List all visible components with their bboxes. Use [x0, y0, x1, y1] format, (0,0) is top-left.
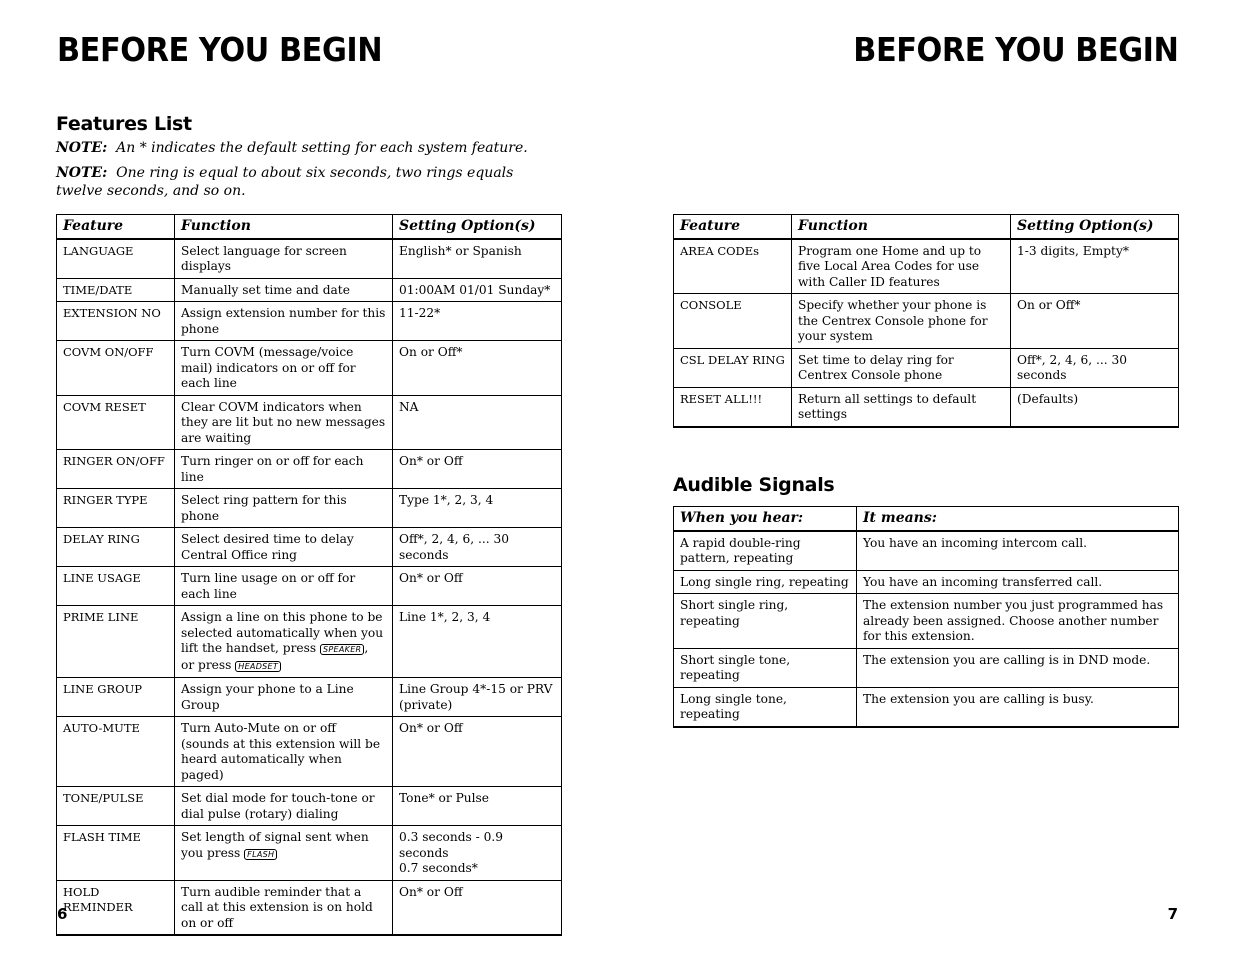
- table-row: [674, 570, 1179, 594]
- table-row: [57, 528, 562, 567]
- setting-cell: On or Off*: [393, 341, 562, 396]
- function-cell: Specify whether your phone is the Centrex Console phone for your system: [792, 294, 1011, 349]
- function-cell: Turn Auto-Mute on or off (sounds at this extension will be heard automatically when paged): [175, 717, 393, 787]
- hear-cell: Short single ring, repeating: [674, 594, 857, 649]
- function-cell: Clear COVM indicators when they are lit but no new messages are waiting: [175, 395, 393, 450]
- table-row: [674, 687, 1179, 727]
- function-cell: Program one Home and up to five Local Area Codes for use with Caller ID features: [792, 239, 1011, 294]
- page-title-right: BEFORE YOU BEGIN: [852, 30, 1178, 69]
- feature-cell: FLASH TIME: [57, 826, 175, 881]
- function-text: or press: [181, 657, 232, 672]
- function-cell: Manually set time and date: [175, 278, 393, 302]
- hear-cell: Short single tone, repeating: [674, 648, 857, 687]
- table-row: [57, 341, 562, 396]
- table-row: [674, 387, 1179, 427]
- function-cell: Assign your phone to a Line Group: [175, 678, 393, 717]
- feature-cell: DELAY RING: [57, 528, 175, 567]
- setting-cell: 1-3 digits, Empty*: [1011, 239, 1179, 294]
- setting-cell: On or Off*: [1011, 294, 1179, 349]
- note-default-setting: [56, 139, 556, 157]
- header-when-you-hear: When you hear:: [674, 507, 857, 531]
- headset-key-icon: HEADSET: [235, 661, 281, 672]
- header-feature: Feature: [57, 215, 175, 239]
- setting-cell: On* or Off: [393, 880, 562, 935]
- feature-cell: AREA CODEs: [674, 239, 792, 294]
- page-number-left: 6: [57, 905, 68, 923]
- table-row: [57, 826, 562, 881]
- setting-text: 0.3 seconds - 0.9 seconds: [399, 830, 504, 860]
- feature-cell: LINE GROUP: [57, 678, 175, 717]
- note-label: NOTE:: [56, 165, 108, 181]
- header-setting: Setting Option(s): [1011, 215, 1179, 239]
- table-row: [57, 567, 562, 606]
- function-cell: Turn ringer on or off for each line: [175, 450, 393, 489]
- table-row: [57, 278, 562, 302]
- header-function: Function: [792, 215, 1011, 239]
- header-feature: Feature: [674, 215, 792, 239]
- means-cell: The extension you are calling is in DND mode.: [857, 648, 1179, 687]
- audible-signals-table: [673, 506, 1179, 728]
- hear-cell: Long single ring, repeating: [674, 570, 857, 594]
- feature-cell: AUTO-MUTE: [57, 717, 175, 787]
- function-cell: Turn COVM (message/voice mail) indicators on or off for each line: [175, 341, 393, 396]
- setting-cell: Line Group 4*-15 or PRV (private): [393, 678, 562, 717]
- setting-cell: Off*, 2, 4, 6, ... 30 seconds: [1011, 348, 1179, 387]
- note-text: An * indicates the default setting for each system feature.: [116, 140, 528, 156]
- page-title-left: BEFORE YOU BEGIN: [57, 30, 383, 69]
- function-text: Set length of signal sent when you press: [181, 830, 369, 860]
- function-cell: [175, 606, 393, 678]
- setting-cell: Line 1*, 2, 3, 4: [393, 606, 562, 678]
- setting-cell: [393, 826, 562, 881]
- feature-cell: LANGUAGE: [57, 239, 175, 279]
- table-row: [57, 395, 562, 450]
- setting-cell: 01:00AM 01/01 Sunday*: [393, 278, 562, 302]
- table-row: [674, 239, 1179, 294]
- audible-signals-heading: Audible Signals: [673, 474, 835, 496]
- feature-cell: TONE/PULSE: [57, 787, 175, 826]
- setting-cell: On* or Off: [393, 450, 562, 489]
- table-row: [674, 594, 1179, 649]
- table-row: [57, 302, 562, 341]
- setting-text: 0.7 seconds*: [399, 861, 478, 875]
- feature-cell: HOLD REMINDER: [57, 880, 175, 935]
- hear-cell: A rapid double-ring pattern, repeating: [674, 531, 857, 571]
- function-cell: Select language for screen displays: [175, 239, 393, 279]
- setting-cell: English* or Spanish: [393, 239, 562, 279]
- means-cell: The extension you are calling is busy.: [857, 687, 1179, 727]
- function-cell: Return all settings to default settings: [792, 387, 1011, 427]
- feature-cell: COVM RESET: [57, 395, 175, 450]
- means-cell: You have an incoming transferred call.: [857, 570, 1179, 594]
- table-row: [674, 648, 1179, 687]
- table-row: [57, 606, 562, 678]
- speaker-key-icon: SPEAKER: [320, 644, 364, 655]
- features-table-right: [673, 214, 1179, 428]
- function-cell: Set dial mode for touch-tone or dial pulse (rotary) dialing: [175, 787, 393, 826]
- feature-cell: TIME/DATE: [57, 278, 175, 302]
- table-header-row: [57, 215, 562, 239]
- feature-cell: RINGER TYPE: [57, 489, 175, 528]
- setting-cell: 11-22*: [393, 302, 562, 341]
- function-cell: Set time to delay ring for Centrex Console phone: [792, 348, 1011, 387]
- setting-cell: Tone* or Pulse: [393, 787, 562, 826]
- feature-cell: CONSOLE: [674, 294, 792, 349]
- flash-key-icon: FLASH: [244, 849, 277, 860]
- features-table-left: [56, 214, 562, 936]
- table-row: [674, 294, 1179, 349]
- table-row: [57, 787, 562, 826]
- setting-cell: Type 1*, 2, 3, 4: [393, 489, 562, 528]
- feature-cell: PRIME LINE: [57, 606, 175, 678]
- table-row: [57, 489, 562, 528]
- setting-cell: NA: [393, 395, 562, 450]
- table-row: [57, 678, 562, 717]
- table-header-row: [674, 215, 1179, 239]
- note-label: NOTE:: [56, 140, 108, 156]
- setting-cell: On* or Off: [393, 567, 562, 606]
- function-text: Assign a line on this phone to be selected automatically when you lift the handset, press: [181, 610, 384, 655]
- page-number-right: 7: [1167, 905, 1178, 923]
- function-cell: Turn audible reminder that a call at this extension is on hold on or off: [175, 880, 393, 935]
- setting-cell: (Defaults): [1011, 387, 1179, 427]
- table-row: [674, 531, 1179, 571]
- function-text: ,: [364, 641, 369, 655]
- function-cell: Select desired time to delay Central Office ring: [175, 528, 393, 567]
- feature-cell: EXTENSION NO: [57, 302, 175, 341]
- note-ring-duration: [56, 164, 556, 200]
- function-cell: Assign extension number for this phone: [175, 302, 393, 341]
- feature-cell: CSL DELAY RING: [674, 348, 792, 387]
- table-row: [57, 880, 562, 935]
- header-setting: Setting Option(s): [393, 215, 562, 239]
- note-text: One ring is equal to about six seconds, two rings equals twelve seconds, and so on.: [56, 165, 514, 199]
- means-cell: The extension number you just programmed has already been assigned. Choose another number for this extension.: [857, 594, 1179, 649]
- feature-cell: COVM ON/OFF: [57, 341, 175, 396]
- function-cell: [175, 826, 393, 881]
- table-row: [57, 717, 562, 787]
- feature-cell: RINGER ON/OFF: [57, 450, 175, 489]
- feature-cell: LINE USAGE: [57, 567, 175, 606]
- feature-cell: RESET ALL!!!: [674, 387, 792, 427]
- header-it-means: It means:: [857, 507, 1179, 531]
- header-function: Function: [175, 215, 393, 239]
- function-cell: Select ring pattern for this phone: [175, 489, 393, 528]
- hear-cell: Long single tone, repeating: [674, 687, 857, 727]
- setting-cell: On* or Off: [393, 717, 562, 787]
- setting-cell: Off*, 2, 4, 6, ... 30 seconds: [393, 528, 562, 567]
- table-header-row: [674, 507, 1179, 531]
- function-cell: Turn line usage on or off for each line: [175, 567, 393, 606]
- table-row: [57, 450, 562, 489]
- table-row: [57, 239, 562, 279]
- features-list-heading: Features List: [56, 113, 192, 135]
- means-cell: You have an incoming intercom call.: [857, 531, 1179, 571]
- table-row: [674, 348, 1179, 387]
